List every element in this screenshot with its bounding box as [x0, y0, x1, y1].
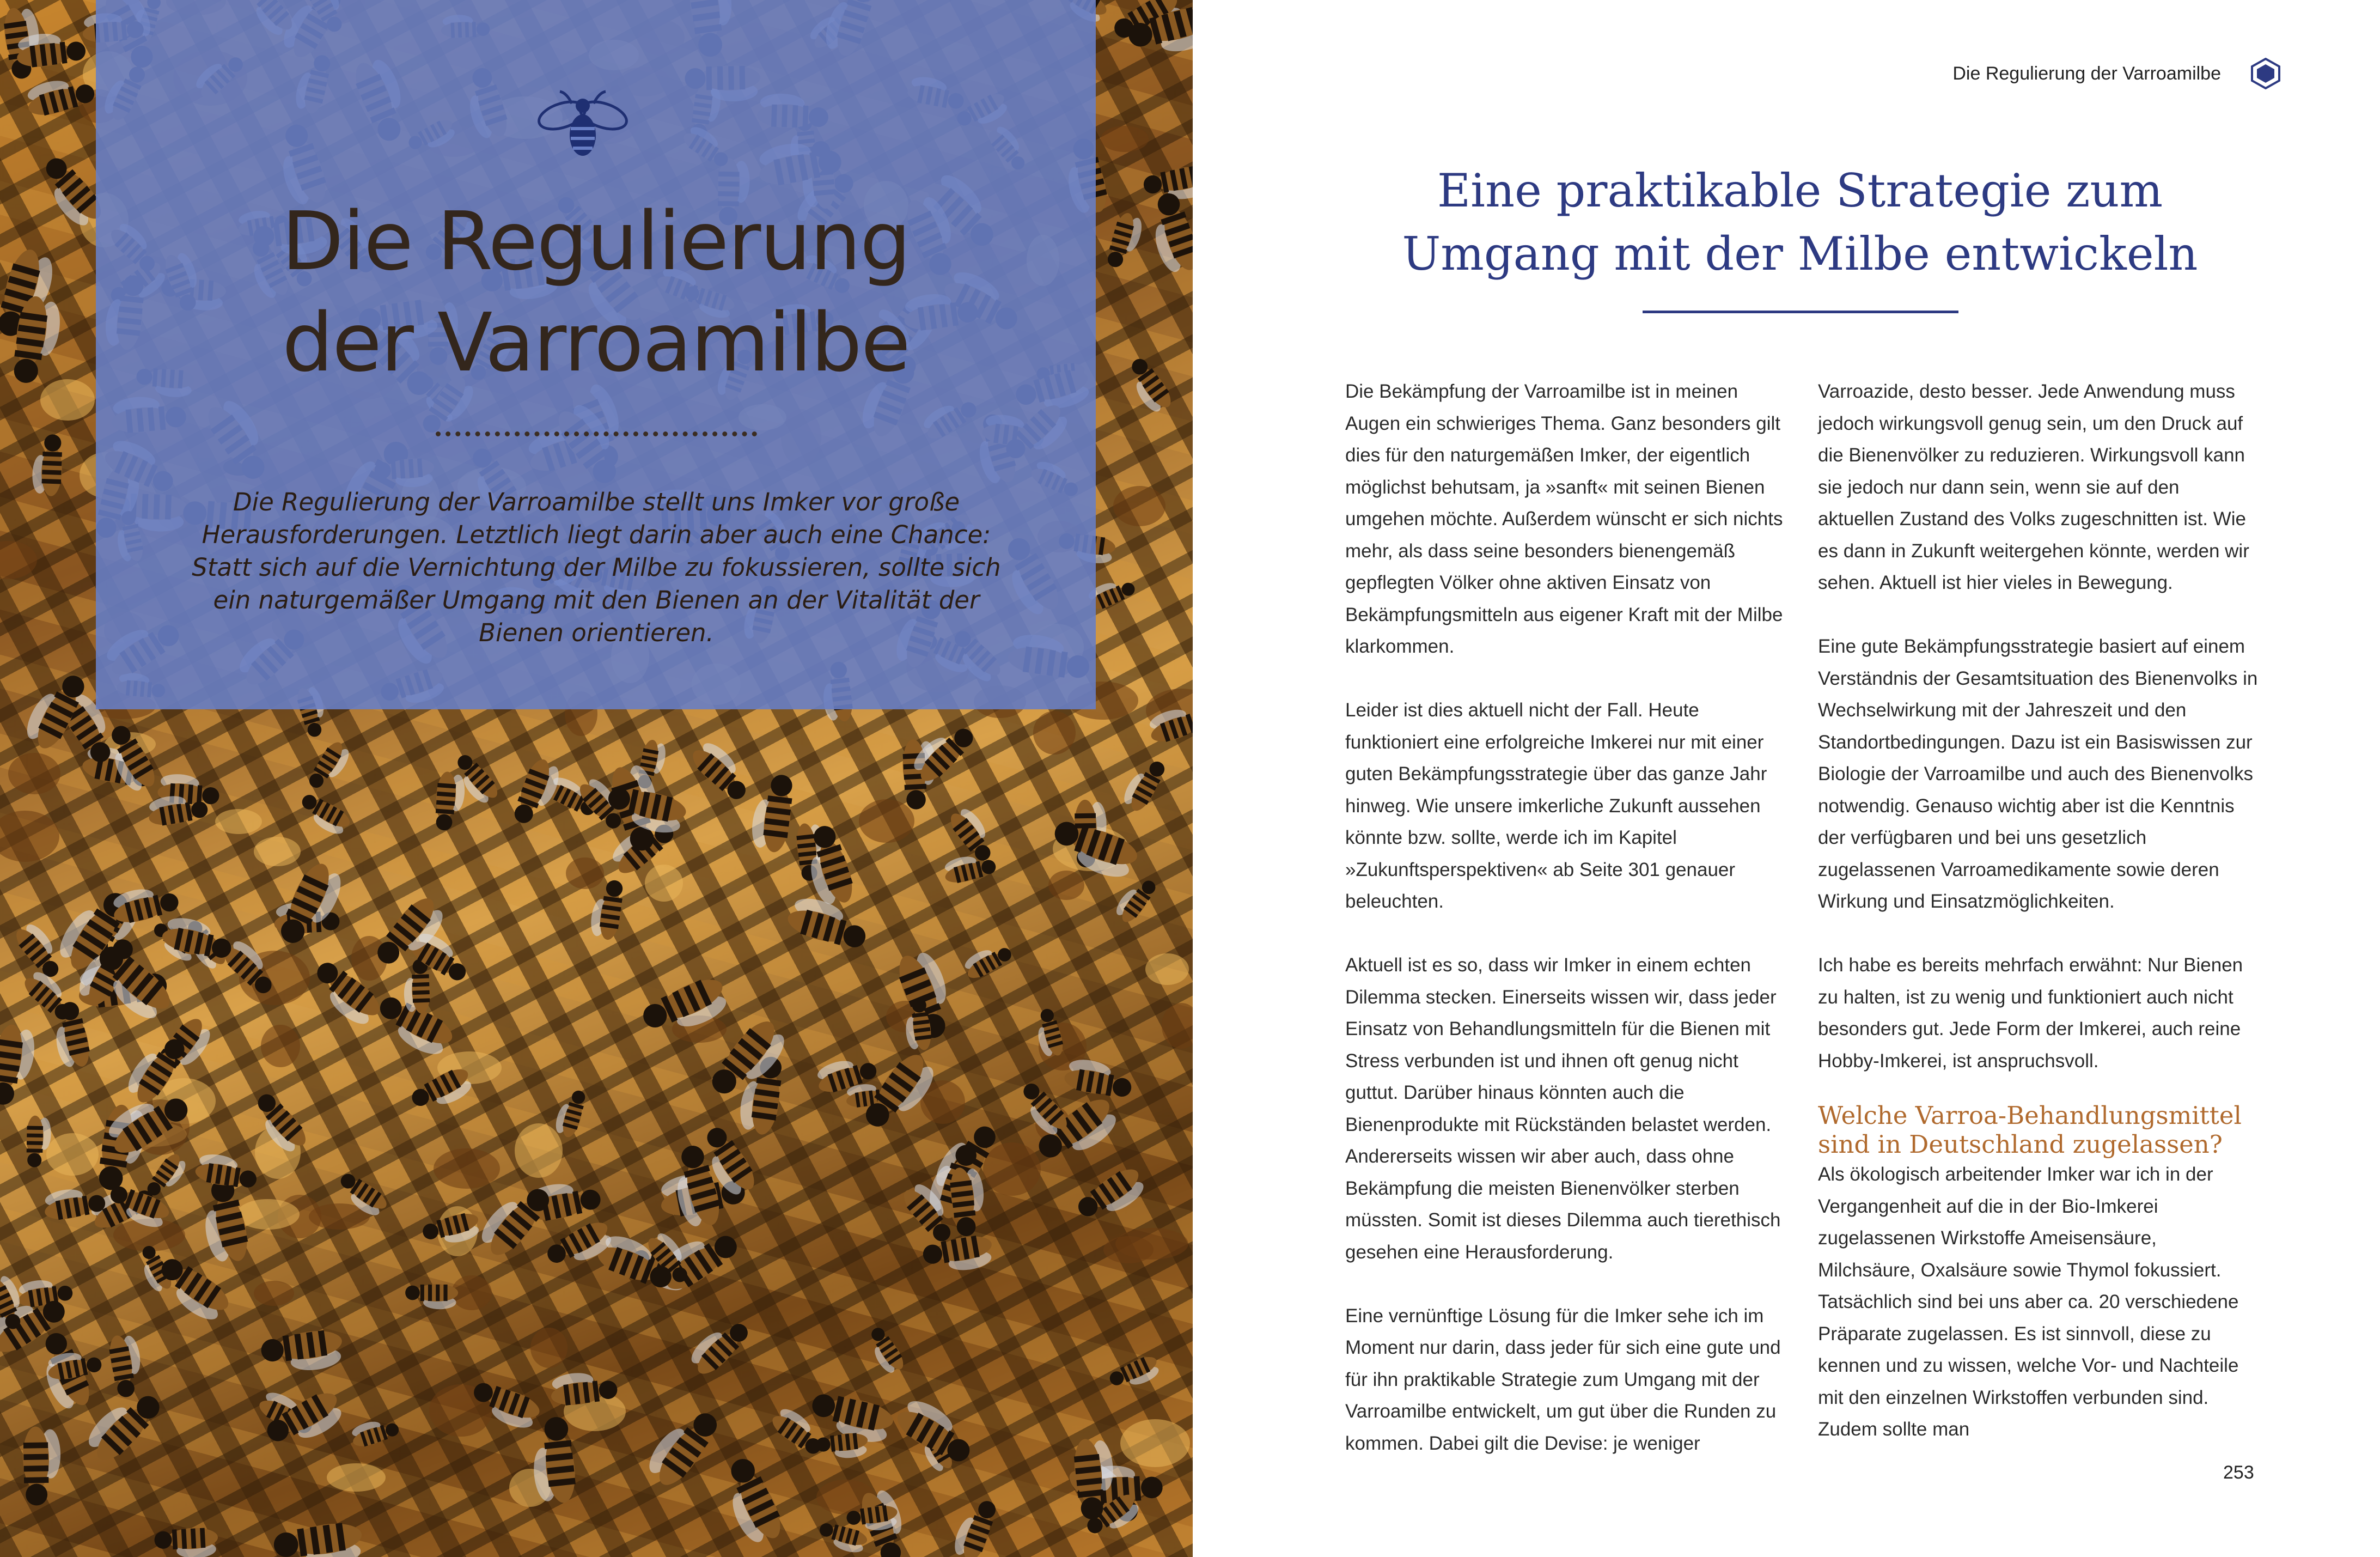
article-title-line-2: Umgang mit der Milbe entwickeln: [1402, 227, 2198, 281]
text-column-1: [1345, 376, 1786, 1459]
chapter-title-line-1: Die Regulierung: [282, 194, 910, 288]
article-title-line-1: Eine praktikable Strategie zum: [1437, 164, 2163, 217]
chapter-intro: Die Regulierung der Varroamilbe stellt uns Imker vor große Herausforderungen. Letztlich liegt darin aber auch eine Chance: Statt sich auf die Vernichtung der Milbe zu fokussieren, sollte sich ein naturgemäßer Umgang mit den Bienen an der Vitalität der Bienen orientieren.: [192, 488, 1001, 647]
paragraph: Varroazide, desto besser. Jede Anwendung muss jedoch wirkungsvoll genug sein, um den Druck auf die Bienenvölker zu reduzieren. Wirkungsvoll kann sie jedoch nur dann sein, wenn sie auf den aktuellen Zustand des Volks zugeschnitten ist. Wie es dann in Zukunft weitergehen könnte, werden wir sehen. Aktuell ist hier vieles in Bewegung.: [1818, 381, 2249, 593]
paragraph: Als ökologisch arbeitender Imker war ich in der Vergangenheit auf die in der Bio-Imkerei zugelassenen Wirkstoffe Ameisensäure, Milchsäure, Oxalsäure sowie Thymol fokussiert. Tatsächlich sind bei uns aber ca. 20 verschiedene Präparate zugelassen. Es ist sinnvoll, diese zu kennen und zu wissen, welche Vor- und Nachteile mit den einzelnen Wirkstoffen verbunden sind. Zudem sollte man: [1818, 1164, 2239, 1440]
text-column-2: [1818, 376, 2259, 1446]
dotted-divider: [436, 431, 757, 447]
paragraph: Eine gute Bekämpfungsstrategie basiert auf einem Verständnis der Gesamtsituation des Bienenvolks in Wechselwirkung mit der Jahreszeit und den Standortbedingungen. Dazu ist ein Basiswissen zur Biologie der Varroamilbe und auch des Bienenvolks notwendig. Genauso wichtig aber ist die Kenntnis der verfügbaren und bei uns gesetzlich zugelassenen Varroamedikamente sowie deren Wirkung und Einsatzmöglichkeiten.: [1818, 636, 2258, 912]
chapter-title: [96, 191, 1096, 393]
paragraph: Ich habe es bereits mehrfach erwähnt: Nur Bienen zu halten, ist zu wenig und funktioniert auch nicht besonders gut. Jede Form der Imkerei, auch reine Hobby-Imkerei, ist anspruchsvoll.: [1818, 954, 2243, 1072]
paragraph: Aktuell ist es so, dass wir Imker in einem echten Dilemma stecken. Einerseits wissen wir, dass jeder Einsatz von Behandlungsmitteln für die Bienen mit Stress verbunden ist und ihnen oft genug nicht guttut. Darüber hinaus könnten auch die Bienenprodukte mit Rückständen belastet werden. Andererseits wissen wir aber auch, dass ohne Bekämpfung die meisten Bienenvölker sterben müssten. Somit ist dieses Dilemma auch tierethisch gesehen eine Herausforderung.: [1345, 954, 1781, 1263]
paragraph: Leider ist dies aktuell nicht der Fall. Heute funktioniert eine erfolgreiche Imkerei nur mit einer guten Bekämpfungsstrategie über das ganze Jahr hinweg. Wie unsere imkerliche Zukunft aussehen könnte bzw. sollte, werde ich im Kapitel »Zukunftsperspektiven« ab Seite 301 genauer beleuchten.: [1345, 700, 1767, 912]
hexagon-icon: [2250, 58, 2281, 89]
paragraph: Die Bekämpfung der Varroamilbe ist in meinen Augen ein schwieriges Thema. Ganz besonders gilt dies für den naturgemäßen Imker, der eigentlich möglichst behutsam, ja »sanft« mit seinen Bienen umgehen möchte. Außerdem wünscht er sich nichts mehr, als dass seine besonders bienengemäß gepflegten Völker ohne aktiven Einsatz von Bekämpfungsmitteln aus eigener Kraft mit der Milbe klarkommen.: [1345, 381, 1783, 657]
section-subheading: Welche Varroa-Behandlungsmittel sind in Deutschland zugelassen?: [1818, 1101, 2242, 1159]
running-head: Die Regulierung der Varroamilbe: [1952, 63, 2221, 84]
chapter-title-line-2: der Varroamilbe: [282, 296, 910, 390]
article-title: [1302, 159, 2298, 285]
page-number: 253: [2223, 1462, 2254, 1483]
title-rule: [1643, 311, 1958, 313]
bee-icon: [528, 87, 637, 163]
paragraph: Eine vernünftige Lösung für die Imker sehe ich im Moment nur darin, dass jeder für sich eine gute und für ihn praktikable Strategie zum Umgang mit der Varroamilbe entwickelt, um gut über die Runden zu kommen. Dabei gilt die Devise: je weniger: [1345, 1305, 1781, 1454]
